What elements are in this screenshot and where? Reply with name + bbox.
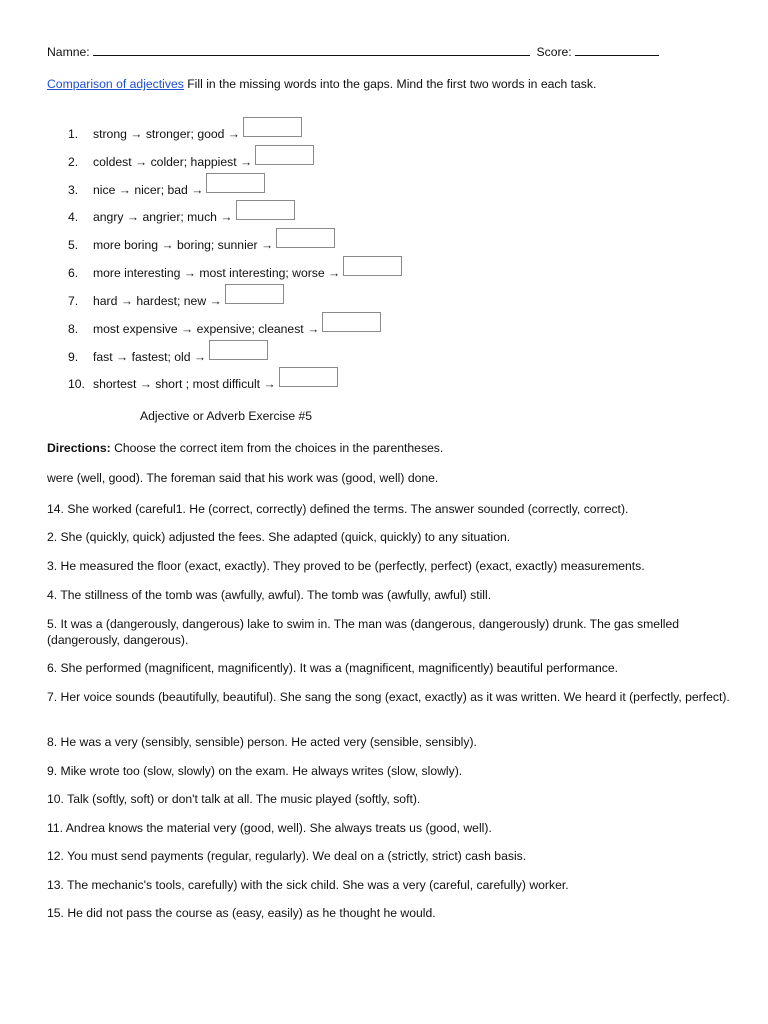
task-number: 1. bbox=[68, 127, 79, 141]
name-blank bbox=[93, 45, 530, 56]
task-text: more interesting → most interesting; worse → bbox=[93, 266, 341, 280]
task-number: 4. bbox=[68, 210, 79, 224]
answer-input[interactable] bbox=[322, 312, 381, 332]
task-text: more boring → boring; sunnier → bbox=[93, 238, 274, 252]
task-text: strong → stronger; good → bbox=[93, 127, 240, 141]
answer-input[interactable] bbox=[243, 117, 302, 137]
task-number: 8. bbox=[68, 322, 79, 336]
task-number: 6. bbox=[68, 266, 79, 280]
task-number: 9. bbox=[68, 350, 79, 364]
header-line bbox=[47, 45, 659, 59]
task-text: nice → nicer; bad → bbox=[93, 183, 204, 197]
task-item bbox=[68, 149, 314, 169]
answer-input[interactable] bbox=[255, 145, 314, 165]
exercise-sentence: 8. He was a very (sensibly, sensible) person. He acted very (sensible, sensibly). bbox=[47, 735, 477, 749]
exercise-sentence: were (well, good). The foreman said that his work was (good, well) done. bbox=[47, 471, 439, 485]
exercise-sentence: 2. She (quickly, quick) adjusted the fees. She adapted (quick, quickly) to any situation. bbox=[47, 530, 511, 544]
exercise-sentence: 11. Andrea knows the material very (good, well). She always treats us (good, well). bbox=[47, 821, 492, 835]
answer-input[interactable] bbox=[276, 228, 335, 248]
task-number: 10. bbox=[68, 377, 85, 391]
exercise-sentence: 4. The stillness of the tomb was (awfully, awful). The tomb was (awfully, awful) still. bbox=[47, 588, 492, 602]
answer-input[interactable] bbox=[225, 284, 284, 304]
answer-input[interactable] bbox=[236, 200, 295, 220]
comparison-link[interactable]: Comparison of adjectives bbox=[47, 77, 184, 91]
score-label: Score: bbox=[536, 45, 572, 59]
answer-input[interactable] bbox=[209, 340, 268, 360]
directions bbox=[47, 441, 443, 455]
task-text: shortest → short ; most difficult → bbox=[93, 377, 276, 391]
task-number: 3. bbox=[68, 183, 79, 197]
exercise-title: Adjective or Adverb Exercise #5 bbox=[140, 409, 313, 423]
intro-instruction: Fill in the missing words into the gaps. Mind the first two words in each task. bbox=[187, 77, 597, 91]
exercise-sentence: 10. Talk (softly, soft) or don't talk at all. The music played (softly, soft). bbox=[47, 792, 421, 806]
exercise-sentence: 9. Mike wrote too (slow, slowly) on the exam. He always writes (slow, slowly). bbox=[47, 764, 463, 778]
task-text: angry → angrier; much → bbox=[93, 210, 233, 224]
task-text: hard → hardest; new → bbox=[93, 294, 222, 308]
exercise-sentence: 12. You must send payments (regular, regularly). We deal on a (strictly, strict) cash basis. bbox=[47, 849, 527, 863]
task-item bbox=[68, 316, 381, 336]
task-text: most expensive → expensive; cleanest → bbox=[93, 322, 320, 336]
task-item bbox=[68, 344, 268, 364]
task-item bbox=[68, 177, 265, 197]
exercise-sentence: 3. He measured the floor (exact, exactly). They proved to be (perfectly, perfect) (exact, exactly) measurements. bbox=[47, 559, 645, 573]
exercise-sentence: 14. She worked (careful1. He (correct, correctly) defined the terms. The answer sounded (correctly, correct). bbox=[47, 502, 629, 516]
task-item bbox=[68, 260, 402, 280]
exercise-sentence: 5. It was a (dangerously, dangerous) lake to swim in. The man was (dangerous, dangerously) drunk. The gas smelled (dangerously, dangerous). bbox=[47, 617, 680, 647]
task-item bbox=[68, 371, 338, 391]
task-text: fast → fastest; old → bbox=[93, 350, 207, 364]
answer-input[interactable] bbox=[279, 367, 338, 387]
name-label: Namne: bbox=[47, 45, 90, 59]
task-number: 7. bbox=[68, 294, 79, 308]
exercise-sentence: 7. Her voice sounds (beautifully, beautiful). She sang the song (exact, exactly) as it was written. We heard it (perfectly, perfect). bbox=[47, 690, 730, 704]
task-item bbox=[68, 288, 284, 308]
task-item bbox=[68, 121, 302, 141]
exercise-sentence: 15. He did not pass the course as (easy, easily) as he thought he would. bbox=[47, 906, 436, 920]
score-blank bbox=[575, 45, 659, 56]
task-number: 2. bbox=[68, 155, 79, 169]
task-item bbox=[68, 204, 295, 224]
directions-text: Choose the correct item from the choices in the parentheses. bbox=[114, 441, 444, 455]
exercise-sentence: 13. The mechanic's tools, carefully) with the sick child. She was a very (careful, carefully) worker. bbox=[47, 878, 569, 892]
directions-label: Directions: bbox=[47, 441, 111, 455]
answer-input[interactable] bbox=[206, 173, 265, 193]
intro-line bbox=[47, 77, 596, 91]
exercise-sentence: 6. She performed (magnificent, magnificently). It was a (magnificent, magnificently) beautiful performance. bbox=[47, 661, 619, 675]
task-number: 5. bbox=[68, 238, 79, 252]
task-text: coldest → colder; happiest → bbox=[93, 155, 253, 169]
task-item bbox=[68, 232, 335, 252]
answer-input[interactable] bbox=[343, 256, 402, 276]
